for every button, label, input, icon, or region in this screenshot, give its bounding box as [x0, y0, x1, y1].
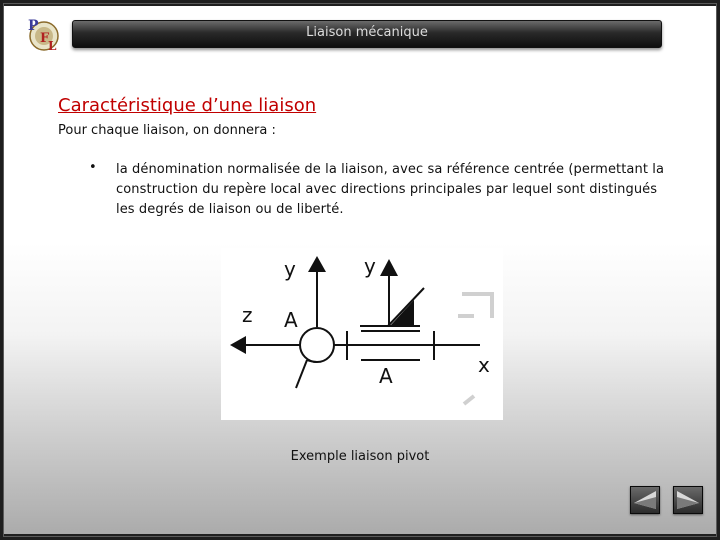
pivot-symbol: [334, 331, 480, 360]
upper-local-frame: [360, 276, 424, 326]
previous-slide-icon: [631, 487, 659, 513]
previous-slide-button[interactable]: [630, 486, 660, 514]
next-slide-icon: [674, 487, 702, 513]
slide-title: Liaison mécanique: [306, 25, 428, 40]
label-y-right: y: [364, 254, 376, 278]
svg-text:L: L: [48, 39, 57, 53]
y-axis-arrow-left: [308, 256, 326, 272]
intro-text: Pour chaque liaison, on donnera :: [58, 123, 276, 138]
hatched-ground: [390, 300, 414, 326]
label-y-left: y: [284, 257, 296, 281]
label-z: z: [242, 303, 253, 327]
svg-text:P: P: [28, 18, 39, 34]
svg-text:F: F: [40, 31, 50, 46]
label-x: x: [478, 353, 490, 377]
faded-marks: [458, 294, 492, 404]
label-A-lower: A: [379, 364, 393, 388]
y-axis-arrow-right: [380, 259, 398, 276]
bullet-marker: •: [89, 160, 97, 175]
bullet-text: la dénomination normalisée de la liaison, avec sa référence centrée (permettant la construction du repère local avec directions principales par lequel sont distingués les degrés de liaison ou de liberté.: [116, 162, 665, 217]
label-A-upper: A: [284, 308, 298, 332]
z-axis-arrow: [230, 336, 246, 354]
figure-caption: Exemple liaison pivot: [290, 449, 430, 464]
section-heading: Caractéristique d’une liaison: [58, 95, 317, 116]
next-slide-button[interactable]: [673, 486, 703, 514]
